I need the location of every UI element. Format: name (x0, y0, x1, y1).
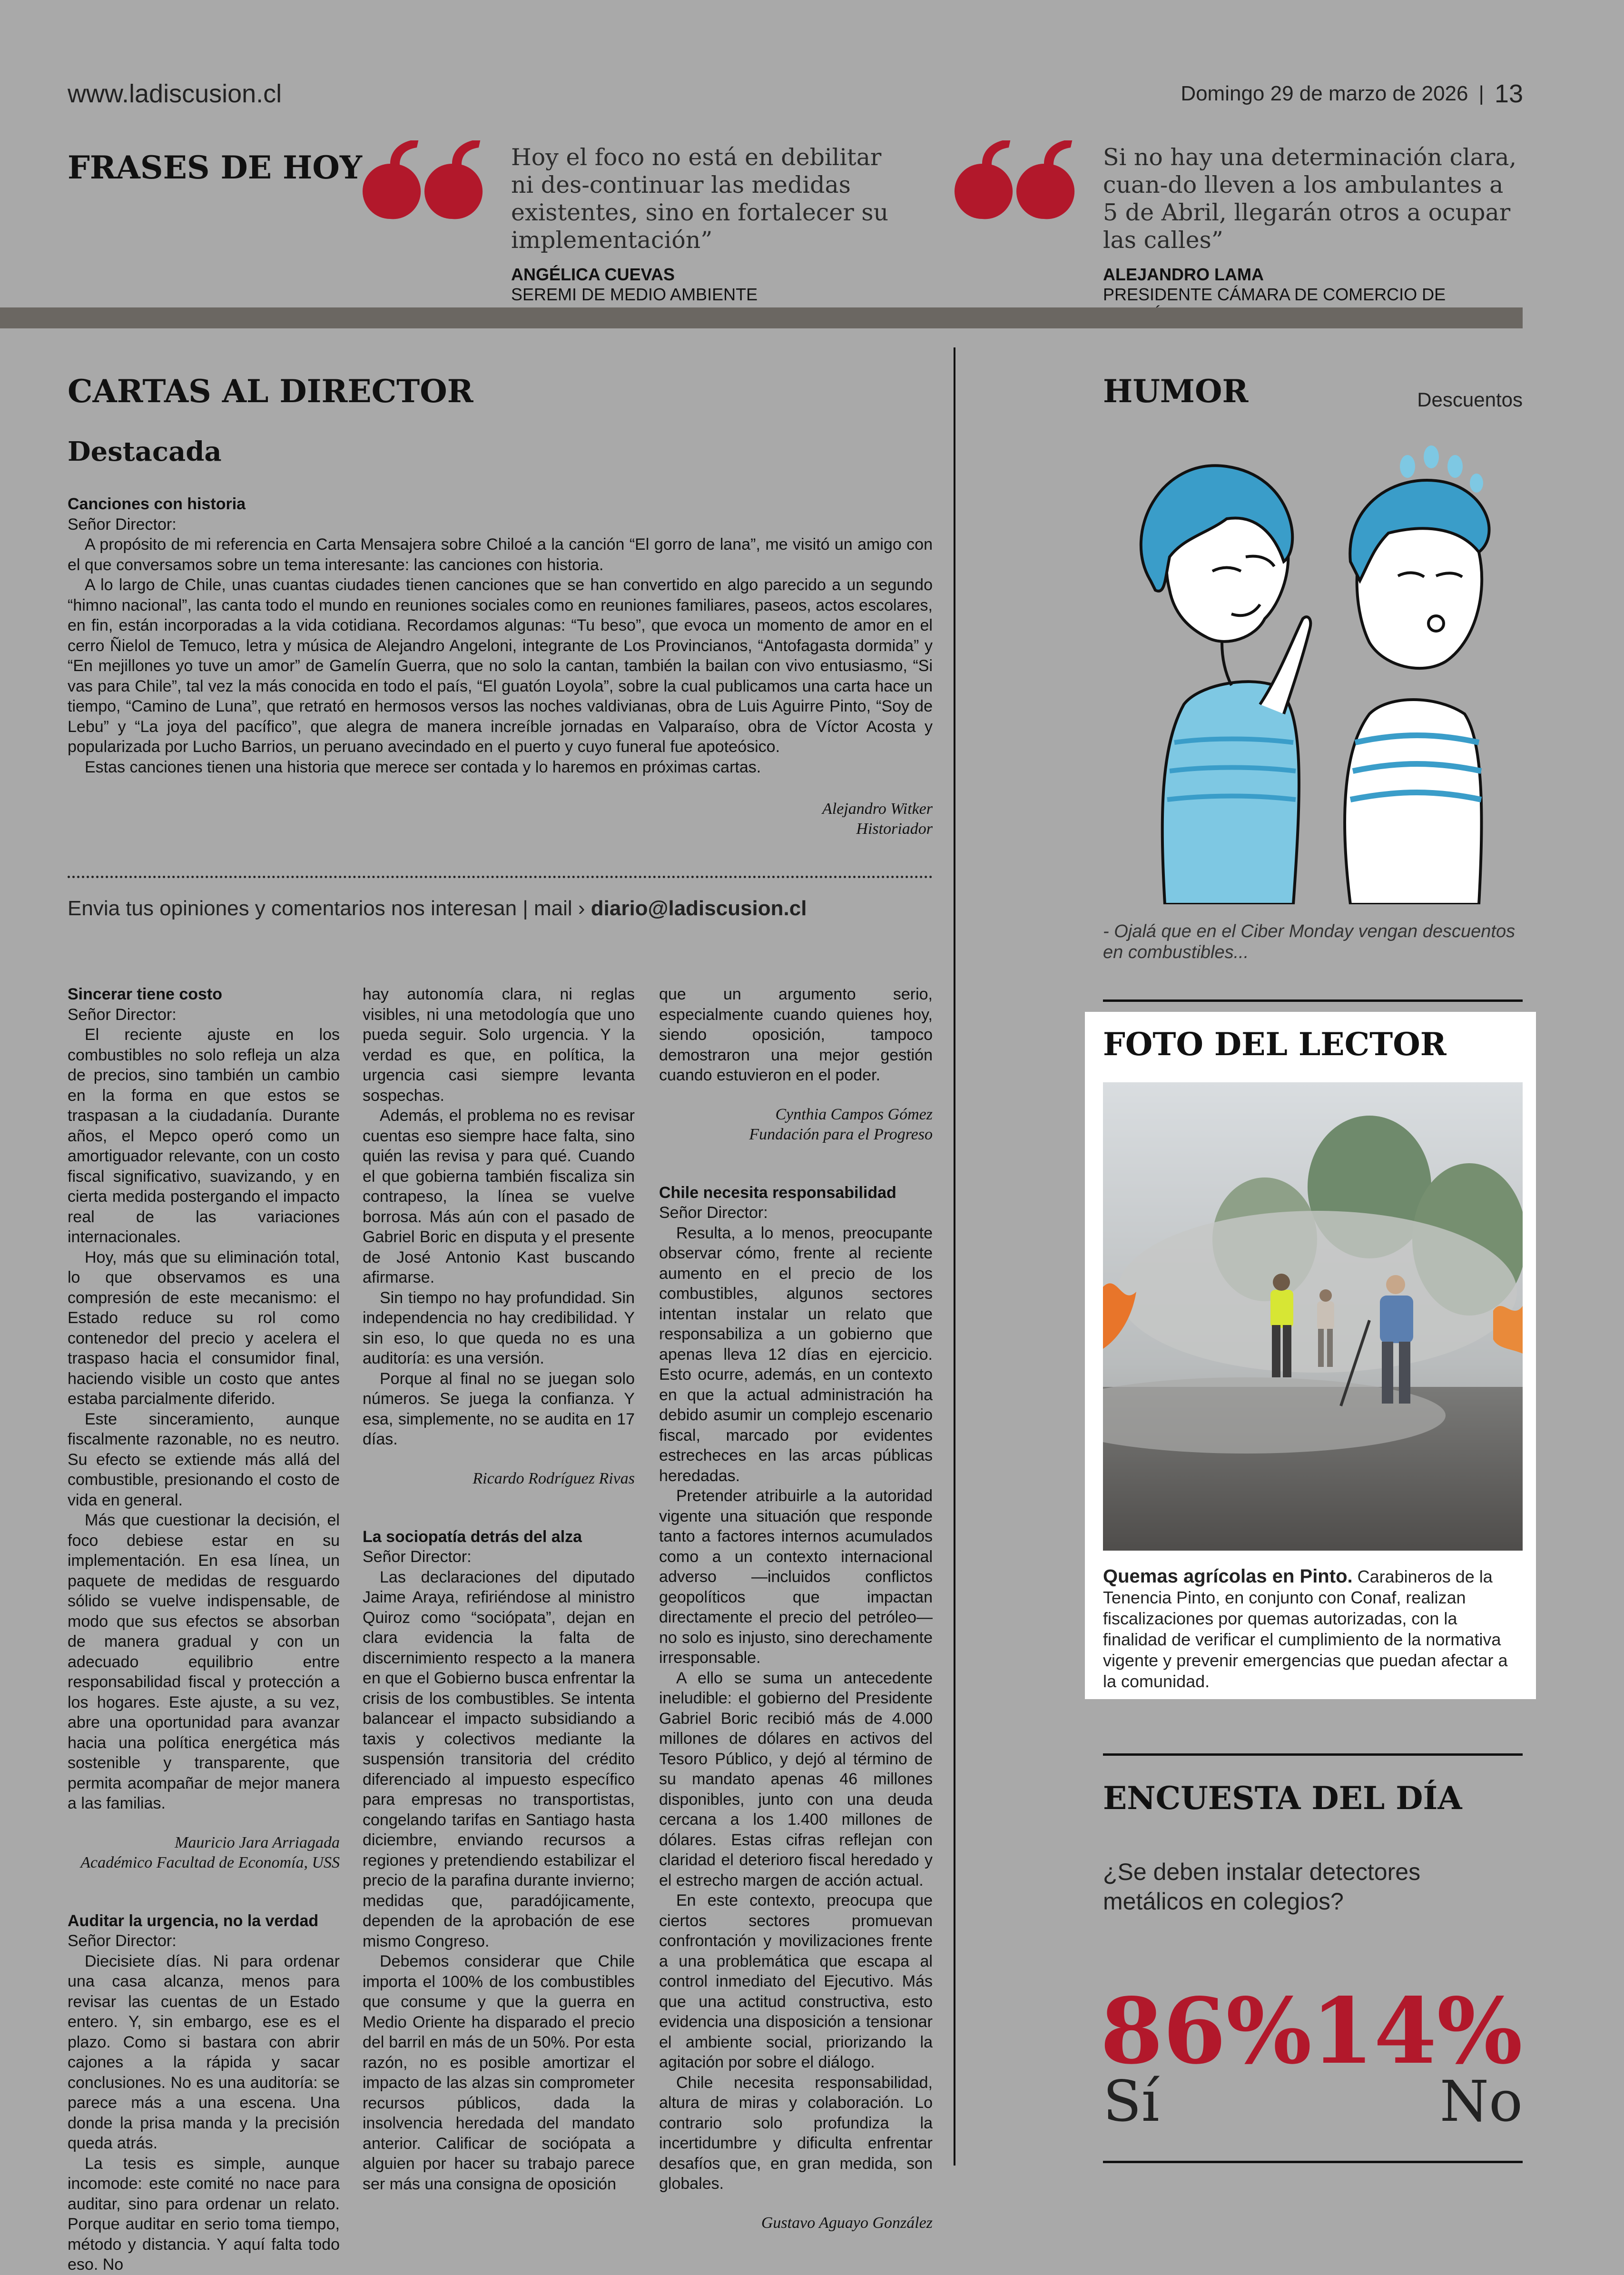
encuesta-divider (1103, 1753, 1523, 1756)
letter-paragraph: Hoy, más que su eliminación total, lo que observamos es una compresión de este mecanismo: el Estado reduce su rol como contenedor del precio y acelera el traspaso hacia el consumidor final, haciendo visible un costo que antes estaba parcialmente diferido. (68, 1248, 340, 1408)
contact-email[interactable]: diario@ladiscusion.cl (591, 897, 807, 920)
letter-signature-name: Gustavo Aguayo González (761, 2214, 933, 2232)
destacada-signature-name: Alejandro Witker (822, 800, 933, 818)
destacada-paragraph: A propósito de mi referencia en Carta Mensajera sobre Chiloé a la canción “El gorro de lana”, me visitó un amigo con el que conversamos sobre un tema interesante: las canciones con historia. (68, 535, 933, 574)
letter-signature-name: Cynthia Campos Gómez (775, 1105, 933, 1123)
quote-1-role: SEREMI DE MEDIO AMBIENTE (511, 285, 758, 304)
letter-paragraph: Además, el problema no es revisar cuentas eso siempre hace falta, sino quién las revisa y para qué. Cuando el que gobierna también fiscaliza sin contrapeso, la línea se vuelve borrosa. Más aún con el pasado de Gabriel Boric en disputa y el presente de José Antonio Kast buscando afirmarse. (363, 1107, 635, 1286)
letter-paragraph: Diecisiete días. Ni para ordenar una casa alcanza, menos para revisar las cuentas de un Estado entero. Y, sin embargo, ese es el plazo. Como si bastara con abrir cajones a la rápida y sacar conclusiones. No es una auditoría: se parece más a una escena. Una donde la prisa manda y la precisión queda atrás. (68, 1952, 340, 2152)
destacada-label: Destacada (68, 436, 222, 467)
quote-mark-2 (954, 140, 1082, 221)
letter-paragraph: Debemos considerar que Chile importa el 100% de los combustibles que consume y que la guerra en Medio Oriente ha disparado el precio del barril en más de un 50%. Por esta razón, no es posible amortizar el impacto de las alzas sin comprometer recursos públicos, dada la insolvencia heredada del mandato anterior. Calificar de sociópata a alguien por hacer su trabajo parece ser más una consigna de oposición (363, 1952, 635, 2193)
quote-2-text: Si no hay una determinación clara, cuan-do lleven a los ambulantes a 5 de Abril, llegarán otros a ocupar las calles” (1103, 144, 1517, 254)
encuesta-question: ¿Se deben instalar detectores metálicos en colegios? (1103, 1859, 1421, 1915)
letter-paragraph: Pretender atribuirle a la autoridad vigente una situación que responde tanto a factores internos acumulados como a un contexto internacional adverso —incluidos conflictos geopolíticos que impactan directamente el precio del petróleo— no solo es injusto, sino derechamente irresponsable. (659, 1487, 933, 1667)
humor-cartoon (1103, 438, 1523, 904)
letter-salutation: Señor Director: (363, 1548, 472, 1566)
header-divider-bar (0, 307, 1523, 328)
letter-paragraph: Este sinceramiento, aunque fiscalmente razonable, no es neutro. Su efecto se extiende más allá del combustible, presionando el costo de vida en general. (68, 1410, 340, 1509)
letter-paragraph: Más que cuestionar la decisión, el foco debiese estar en su implementación. En esa línea, un paquete de medidas de resguardo sólido se vuelve indispensable, de modo que sus efectos se absorban de manera gradual y con un adecuado equilibrio entre responsabilidad fiscal y protección a los hogares. Este ajuste, a su vez, abre una oportunidad para avanzar hacia una política energética más sostenible y transparente, que permita acompañar de mejor manera a las familias. (68, 1511, 340, 1812)
quote-1-name: ANGÉLICA CUEVAS (511, 265, 675, 284)
quote-1 (511, 144, 911, 305)
letters-column-2 (363, 984, 635, 2194)
foto-lector-title: FOTO DEL LECTOR (1103, 1026, 1447, 1063)
letter-paragraph: hay autonomía clara, ni reglas visibles, ni una metodología que uno pueda seguir. Solo urgencia. Y la verdad es que, en política, la urgencia casi siempre levanta sospechas. (363, 985, 635, 1105)
cartas-title: CARTAS AL DIRECTOR (68, 373, 473, 410)
contact-line (68, 896, 807, 921)
letter-paragraph: Porque al final no se juegan solo números. Se juega la confianza. Y esa, simplemente, no se audita en 17 días. (363, 1369, 635, 1448)
letter-body (68, 1951, 340, 2275)
letter-title: Chile necesita responsabilidad (659, 1183, 896, 1202)
letter-paragraph: El reciente ajuste en los combustibles no solo refleja un alza de precios, sino también un cambio en la forma en que estos se traspasan a la ciudadanía. Durante años, el Mepco operó como un amortiguador relevante, con un costo fiscal significativo, suavizando, y en cierta medida postergando el impacto real de las variaciones internacionales. (68, 1026, 340, 1246)
letter-body (363, 984, 635, 1450)
letter-paragraph: que un argumento serio, especialmente cuando quienes hoy, siendo oposición, tampoco demostraron una mejor gestión cuando estuvieron en el poder. (659, 985, 933, 1084)
page-number: 13 (1494, 79, 1523, 108)
letter-signature-title: Académico Facultad de Economía, USS (80, 1853, 340, 1871)
destacada-body (68, 534, 933, 777)
letter-paragraph: La tesis es simple, aunque incomode: este comité no nace para auditar, sino para ordenar un relato. Porque auditar en serio toma tiempo, método y distancia. Y aquí falta todo eso. No (68, 2154, 340, 2274)
encuesta-title: ENCUESTA DEL DÍA (1103, 1780, 1462, 1817)
encuesta-bottom-rule (1103, 2161, 1523, 2163)
letter-body (363, 1567, 635, 2195)
quote-2-role: PRESIDENTE CÁMARA DE COMERCIO DE (1103, 285, 1446, 304)
issue-date: Domingo 29 de marzo de 2026 (1181, 82, 1468, 105)
issue-date-bar (1181, 79, 1523, 109)
humor-subtitle: Descuentos (1417, 388, 1523, 411)
letter-body (659, 984, 933, 1086)
letter-paragraph: A ello se suma un antecedente ineludible: el gobierno del Presidente Gabriel Boric recibió más de 4.000 millones de dólares en activos del Tesoro Público, y dejó al término de su mandato apenas 46 millones disponibles, junto con una deuda cercana a los 1.400 millones de dólares. Estas cifras reflejan con claridad el deterioro fiscal heredado y el estrecho margen de acción actual. (659, 1669, 933, 1889)
frases-title: FRASES DE HOY (68, 149, 363, 186)
contact-text: Envia tus opiniones y comentarios nos interesan | mail › (68, 897, 585, 920)
letter-body (659, 1223, 933, 2194)
foto-lector-box (1085, 1012, 1536, 1699)
quote-1-text: Hoy el foco no está en debilitar ni des-continuar las medidas existentes, sino en fortalecer su implementación” (511, 144, 889, 254)
destacada-title: Canciones con historia (68, 495, 246, 513)
website-url[interactable]: www.ladiscusion.cl (68, 79, 282, 108)
letter-salutation: Señor Director: (68, 1005, 177, 1024)
letter-title: Sincerar tiene costo (68, 985, 223, 1003)
letter-signature-title: Fundación para el Progreso (749, 1125, 933, 1143)
letter-paragraph: Resulta, a lo menos, preocupante observar cómo, frente al reciente aumento en el precio de los combustibles, algunos sectores intentan instalar un relato que responsabiliza a un gobierno que apenas lleva 12 días en ejercicio. Esto ocurre, además, en un contexto en que la actual administración ha debido asumir un complejo escenario fiscal, marcado por evidentes estrecheces en las arcas públicas heredadas. (659, 1224, 933, 1485)
encuesta-yes-label: Sí (1103, 2068, 1160, 2134)
reader-photo[interactable] (1103, 1082, 1523, 1551)
foto-lector-caption-bold: Quemas agrícolas en Pinto. (1103, 1566, 1353, 1587)
letter-title: La sociopatía detrás del alza (363, 1527, 582, 1546)
letter-body (68, 1025, 340, 1814)
encuesta-yes-percent: 86% (1100, 1978, 1312, 2084)
dotted-divider (68, 876, 933, 878)
quote-mark-1 (362, 140, 490, 221)
letter-title: Auditar la urgencia, no la verdad (68, 1911, 319, 1930)
letter-signature-name: Ricardo Rodríguez Rivas (472, 1469, 635, 1487)
letter-paragraph: Sin tiempo no hay profundidad. Sin independencia no hay credibilidad. Y sin eso, lo que queda no es una auditoría: es una versión. (363, 1288, 635, 1367)
quote-2-name: ALEJANDRO LAMA (1103, 265, 1264, 284)
destacada-paragraph: Estas canciones tienen una historia que merece ser contada y lo haremos en próximas cartas. (85, 758, 761, 776)
destacada-letter (68, 494, 933, 839)
letters-column-3 (659, 984, 933, 2233)
date-separator: | (1478, 82, 1484, 105)
foto-lector-caption (1103, 1566, 1523, 1692)
destacada-paragraph: A lo largo de Chile, unas cuantas ciudades tienen canciones que se han convertido en algo parecido a un segundo “himno nacional”, las canta todo el mundo en reuniones sociales como en reuniones familiares, paseos, actos escolares, en fin, están incorporadas a la vida cotidiana. Recordamos algunas: “Tu beso”, que evoca un momento de amor en el cerro Ñielol de Temuco, letra y música de Alejandro Angeloni, integrante de Los Provincianos, “Antofagasta dormida” y “En mejillones yo tuve un amor” de Gamelín Guerra, que no solo la cantan, también la bailan con vivo entusiasmo, “Si vas para Chile”, tal vez la más conocida en todo el país, “El guatón Loyola”, sobre la cual publicamos una carta hace un tiempo, “Camino de Luna”, que retrató en hermosos versos las noches valdivianas, obra de Luis Aguirre Pinto, “Soy de Lebu” y “La joya del pacífico”, que alegra de manera increíble jornadas en Valparaíso, obra de Víctor Acosta y popularizada por Lucho Barrios, un peruano avecindado en el puerto y cuyo funeral fue apoteósico. (68, 576, 933, 756)
letter-salutation: Señor Director: (659, 1204, 768, 1222)
letters-column-1 (68, 984, 340, 2275)
humor-title: HUMOR (1103, 373, 1249, 410)
letter-salutation: Señor Director: (68, 1932, 177, 1950)
encuesta-no-label: No (1439, 2068, 1523, 2134)
humor-caption: - Ojalá que en el Ciber Monday vengan descuentos en combustibles... (1103, 921, 1516, 962)
column-rule (954, 347, 955, 2166)
destacada-salutation: Señor Director: (68, 515, 177, 534)
letter-paragraph: Chile necesita responsabilidad, altura de miras y colaboración. Lo contrario solo profundiza la incertidumbre y dificulta enfrentar desafíos que, en gran medida, son globales. (659, 2073, 933, 2193)
letter-signature-name: Mauricio Jara Arriagada (175, 1833, 340, 1851)
letter-paragraph: Las declaraciones del diputado Jaime Araya, refiriéndose al ministro Quiroz como “sociópata”, dejan en clara evidencia la falta de discernimiento respecto a la manera en que el Gobierno busca enfrentar la crisis de los combustibles. Se intenta balancear el impacto subsidiando a taxis y colectivos mediante la suspensión transitoria del crédito diferenciado al impuesto específico para empresas no transportistas, congelando tarifas en Santiago hasta diciembre, enviando recursos a regiones y pretendiendo estabilizar el precio de la parafina durante invierno; medidas que, paradójicamente, dependen de la aprobación de ese mismo Congreso. (363, 1568, 635, 1950)
encuesta-no-percent: 14% (1311, 1978, 1523, 2084)
quote-2 (1103, 144, 1522, 325)
destacada-signature-title: Historiador (856, 820, 933, 838)
foto-lector-caption-text: Carabineros de la Tenencia Pinto, en conjunto con Conaf, realizan fiscalizaciones por quemas autorizadas, con la finalidad de verificar el cumplimiento de la normativa vigente y prevenir emergencias que puedan afectar a la comunidad. (1103, 1567, 1508, 1691)
humor-divider (1103, 999, 1523, 1002)
letter-paragraph: En este contexto, preocupa que ciertos sectores promuevan confrontación y movilizaciones frente a una problemática que escapa al control inmediato del Ejecutivo. Más que una actitud constructiva, esto evidencia una disposición a tensionar el ambiente social, priorizando la agitación por sobre el diálogo. (659, 1891, 933, 2071)
